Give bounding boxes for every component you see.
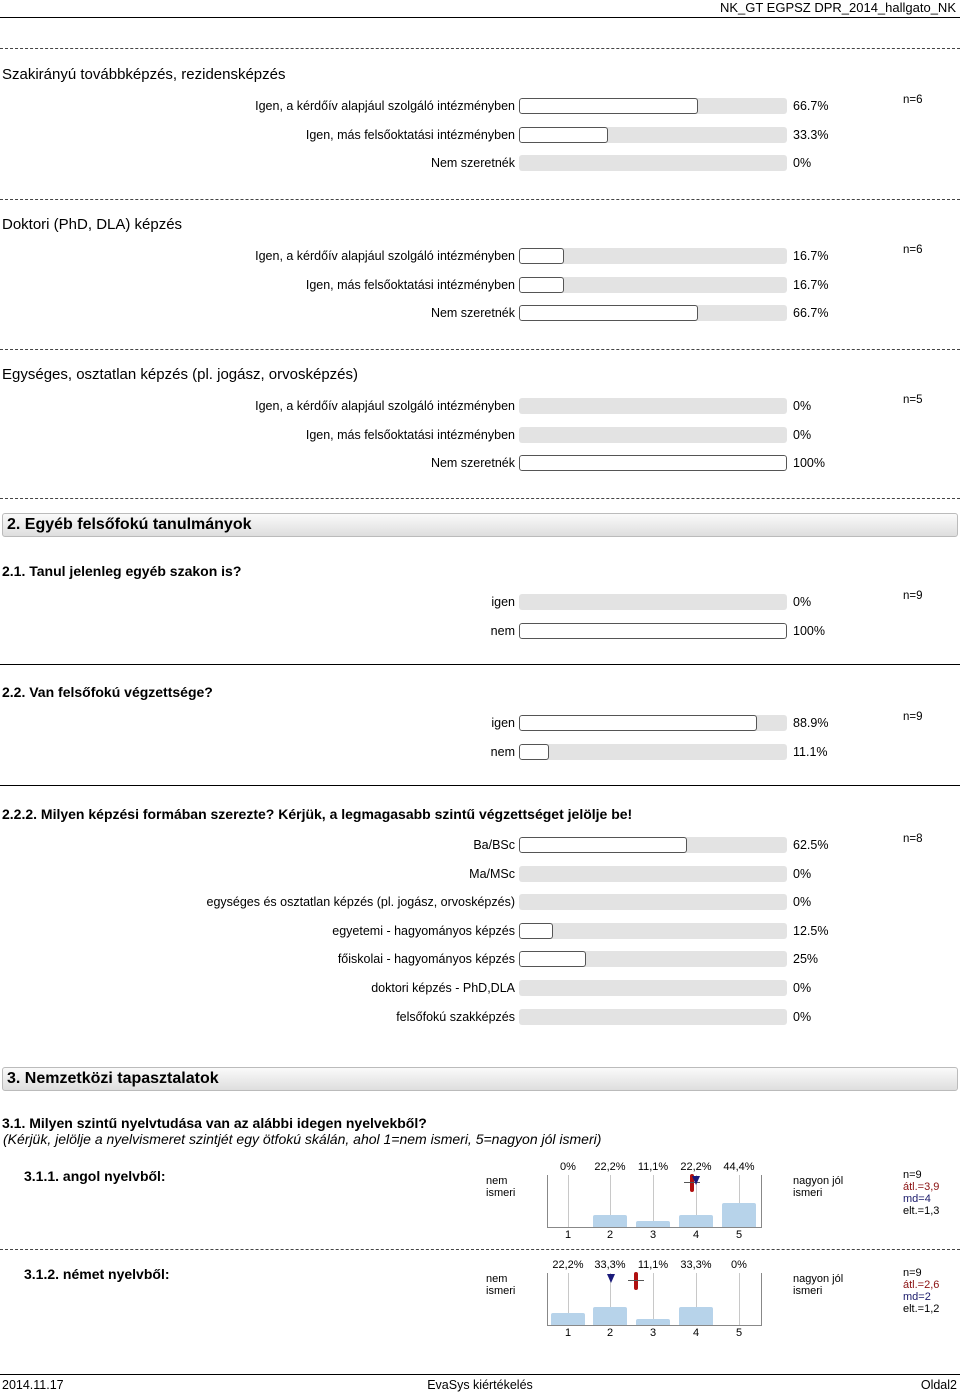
row-percent: 66.7%	[793, 306, 829, 321]
stat-n: n=9	[903, 1169, 922, 1181]
median-marker	[607, 1274, 615, 1283]
hist-bar	[593, 1307, 627, 1325]
q22-title: 2.2. Van felsőfokú végzettsége?	[2, 684, 213, 700]
row-label: Igen, más felsőoktatási intézményben	[305, 427, 515, 442]
row-label: Igen, más felsőoktatási intézményben	[305, 127, 515, 142]
q21-rule	[0, 664, 960, 665]
scale-left-label: nem	[486, 1175, 508, 1187]
stat-n: n=9	[903, 1267, 922, 1279]
bar-track	[519, 277, 787, 293]
grid-line	[653, 1273, 654, 1325]
row-label: Igen, a kérdőív alapjául szolgáló intézményben	[255, 249, 515, 263]
scale-right-label: ismeri	[793, 1285, 823, 1297]
row-label: Nem szeretnék	[430, 456, 515, 471]
n-count: n=6	[903, 244, 923, 256]
stat-median: md=4	[903, 1193, 931, 1205]
bar-track	[519, 744, 787, 760]
grid-line	[739, 1273, 740, 1325]
mean-marker	[634, 1272, 638, 1290]
scale-right-label: ismeri	[793, 1187, 823, 1199]
row-label: Igen, a kérdőív alapjául szolgáló intézményben	[255, 399, 515, 413]
section-2-band	[2, 513, 958, 537]
bar-track	[519, 594, 787, 610]
bar-track	[519, 398, 787, 414]
scale-title: 3.1.2. német nyelvből:	[24, 1266, 170, 1282]
bar-fill	[519, 305, 698, 321]
row-label: igen	[491, 716, 515, 730]
median-marker	[692, 1176, 700, 1185]
bar-track	[519, 248, 787, 264]
bar-fill	[519, 715, 757, 731]
row-percent: 0%	[793, 399, 812, 413]
bar-fill	[519, 623, 787, 639]
footer-rule	[0, 1374, 960, 1375]
row-label: nem	[490, 623, 515, 638]
bar-track	[519, 455, 787, 471]
row-percent: 0%	[793, 595, 812, 609]
footer-page: Oldal2	[920, 1378, 957, 1392]
hist-bar	[679, 1215, 713, 1227]
hist-tick: 2	[606, 1327, 614, 1339]
row-percent: 0%	[793, 427, 812, 442]
hist-tick: 1	[564, 1327, 572, 1339]
hist-percent: 0%	[560, 1161, 576, 1173]
bar-track	[519, 715, 787, 731]
scale-right-label: nagyon jól	[793, 1175, 844, 1187]
header-rule	[0, 17, 960, 18]
row-label: nem	[490, 744, 515, 759]
row-label: felsőfokú szakképzés	[396, 1009, 515, 1024]
dashed-divider	[0, 349, 960, 350]
row-percent: 0%	[793, 156, 812, 171]
bar-fill	[519, 923, 553, 939]
stat-mean: átl.=3,9	[903, 1181, 940, 1193]
scale-title: 3.1.1. angol nyelvből:	[24, 1168, 166, 1184]
row-percent: 0%	[793, 981, 812, 995]
bar-track	[519, 894, 787, 910]
hist-percent: 44,4%	[723, 1161, 755, 1173]
bar-track	[519, 305, 787, 321]
row-label: egységes és osztatlan képzés (pl. jogász, orvosképzés)	[206, 895, 515, 910]
bar-track	[519, 98, 787, 114]
row-label: egyetemi - hagyományos képzés	[332, 923, 515, 938]
hist-tick: 1	[564, 1229, 572, 1241]
dashed-divider	[0, 199, 960, 200]
stat-sd: elt.=1,3	[903, 1205, 940, 1217]
footer-date: 2014.11.17	[2, 1378, 64, 1392]
bar-track	[519, 1009, 787, 1025]
row-percent: 100%	[793, 456, 825, 471]
grid-line	[568, 1175, 569, 1227]
hist-tick: 3	[649, 1229, 657, 1241]
hist-percent: 22,2%	[552, 1259, 584, 1271]
scale-right-label: nagyon jól	[793, 1273, 844, 1285]
row-percent: 12.5%	[793, 923, 829, 938]
dashed-divider	[0, 1249, 960, 1250]
hist-percent: 0%	[731, 1259, 747, 1271]
hist-bar	[551, 1313, 585, 1325]
bar-track	[519, 980, 787, 996]
dashed-divider	[0, 48, 960, 49]
document-id: NK_GT EGPSZ DPR_2014_hallgato_NK	[719, 0, 956, 15]
hist-percent: 11,1%	[637, 1259, 669, 1271]
hist-tick: 5	[735, 1327, 743, 1339]
bar-fill	[519, 248, 564, 264]
row-percent: 0%	[793, 1009, 812, 1024]
row-label: Ba/BSc	[473, 838, 515, 852]
bar-fill	[519, 837, 687, 853]
n-count: n=9	[903, 711, 923, 723]
row-label: Igen, más felsőoktatási intézményben	[305, 277, 515, 292]
section-3-band	[2, 1067, 958, 1091]
hist-bar	[636, 1319, 670, 1325]
section-2-title: 2. Egyéb felsőfokú tanulmányok	[7, 516, 252, 533]
row-label: Igen, a kérdőív alapjául szolgáló intézményben	[255, 99, 515, 113]
scale-left-label: ismeri	[486, 1187, 516, 1199]
section-3-title: 3. Nemzetközi tapasztalatok	[7, 1070, 219, 1087]
hist-tick: 2	[606, 1229, 614, 1241]
hist-tick: 3	[649, 1327, 657, 1339]
hist-tick: 4	[692, 1327, 700, 1339]
n-count: n=6	[903, 94, 923, 106]
hist-bar	[593, 1215, 627, 1227]
stat-sd: elt.=1,2	[903, 1303, 940, 1315]
bar-track	[519, 837, 787, 853]
hist-percent: 33,3%	[680, 1259, 712, 1271]
row-percent: 25%	[793, 952, 819, 967]
hist-bar	[722, 1203, 756, 1227]
bar-track	[519, 923, 787, 939]
hist-bar	[636, 1221, 670, 1227]
q31-subtitle: (Kérjük, jelölje a nyelvismeret szintjét egy ötfokú skálán, ahol 1=nem ismeri, 5=nagyon jól ismeri)	[3, 1131, 602, 1147]
row-percent: 0%	[793, 895, 812, 910]
row-percent: 62.5%	[793, 838, 829, 852]
scale-left-label: ismeri	[486, 1285, 516, 1297]
bar-fill	[519, 277, 564, 293]
bar-fill	[519, 127, 608, 143]
n-count: n=9	[903, 590, 923, 602]
subsection-title: Egységes, osztatlan képzés (pl. jogász, orvosképzés)	[2, 366, 359, 383]
row-percent: 100%	[793, 623, 825, 638]
row-percent: 0%	[793, 866, 812, 881]
q31-title: 3.1. Milyen szintű nyelvtudása van az alábbi idegen nyelvekből?	[2, 1115, 427, 1131]
row-label: Ma/MSc	[469, 866, 515, 881]
bar-fill	[519, 455, 787, 471]
row-percent: 16.7%	[793, 249, 829, 263]
row-percent: 66.7%	[793, 99, 829, 113]
grid-line	[653, 1175, 654, 1227]
bar-fill	[519, 951, 586, 967]
sd-line	[628, 1280, 644, 1281]
q21-title: 2.1. Tanul jelenleg egyéb szakon is?	[2, 563, 242, 579]
hist-bar	[679, 1307, 713, 1325]
bar-fill	[519, 744, 549, 760]
hist-percent: 33,3%	[594, 1259, 626, 1271]
hist-tick: 4	[692, 1229, 700, 1241]
bar-track	[519, 155, 787, 171]
bar-track	[519, 951, 787, 967]
subsection-title: Szakirányú továbbképzés, rezidensképzés	[2, 66, 286, 83]
stat-median: md=2	[903, 1291, 931, 1303]
row-label: főiskolai - hagyományos képzés	[337, 952, 515, 967]
q222-title: 2.2.2. Milyen képzési formában szerezte? Kérjük, a legmagasabb szintű végzettséget jelölje be!	[2, 806, 633, 822]
row-label: igen	[491, 595, 515, 609]
bar-track	[519, 127, 787, 143]
hist-percent: 22,2%	[680, 1161, 712, 1173]
footer-center: EvaSys kiértékelés	[427, 1378, 533, 1392]
row-label: doktori képzés - PhD,DLA	[371, 981, 515, 995]
bar-track	[519, 623, 787, 639]
hist-percent: 22,2%	[594, 1161, 626, 1173]
hist-tick: 5	[735, 1229, 743, 1241]
row-label: Nem szeretnék	[430, 306, 515, 321]
hist-percent: 11,1%	[637, 1161, 669, 1173]
bar-fill	[519, 98, 698, 114]
n-count: n=8	[903, 833, 923, 845]
row-percent: 88.9%	[793, 716, 829, 730]
stat-mean: átl.=2,6	[903, 1279, 940, 1291]
bar-track	[519, 866, 787, 882]
q22-rule	[0, 785, 960, 786]
bar-track	[519, 427, 787, 443]
row-label: Nem szeretnék	[430, 156, 515, 171]
subsection-title: Doktori (PhD, DLA) képzés	[2, 216, 183, 233]
scale-left-label: nem	[486, 1273, 508, 1285]
row-percent: 16.7%	[793, 277, 829, 292]
row-percent: 33.3%	[793, 127, 829, 142]
dashed-divider	[0, 498, 960, 499]
row-percent: 11.1%	[793, 744, 828, 759]
n-count: n=5	[903, 394, 923, 406]
